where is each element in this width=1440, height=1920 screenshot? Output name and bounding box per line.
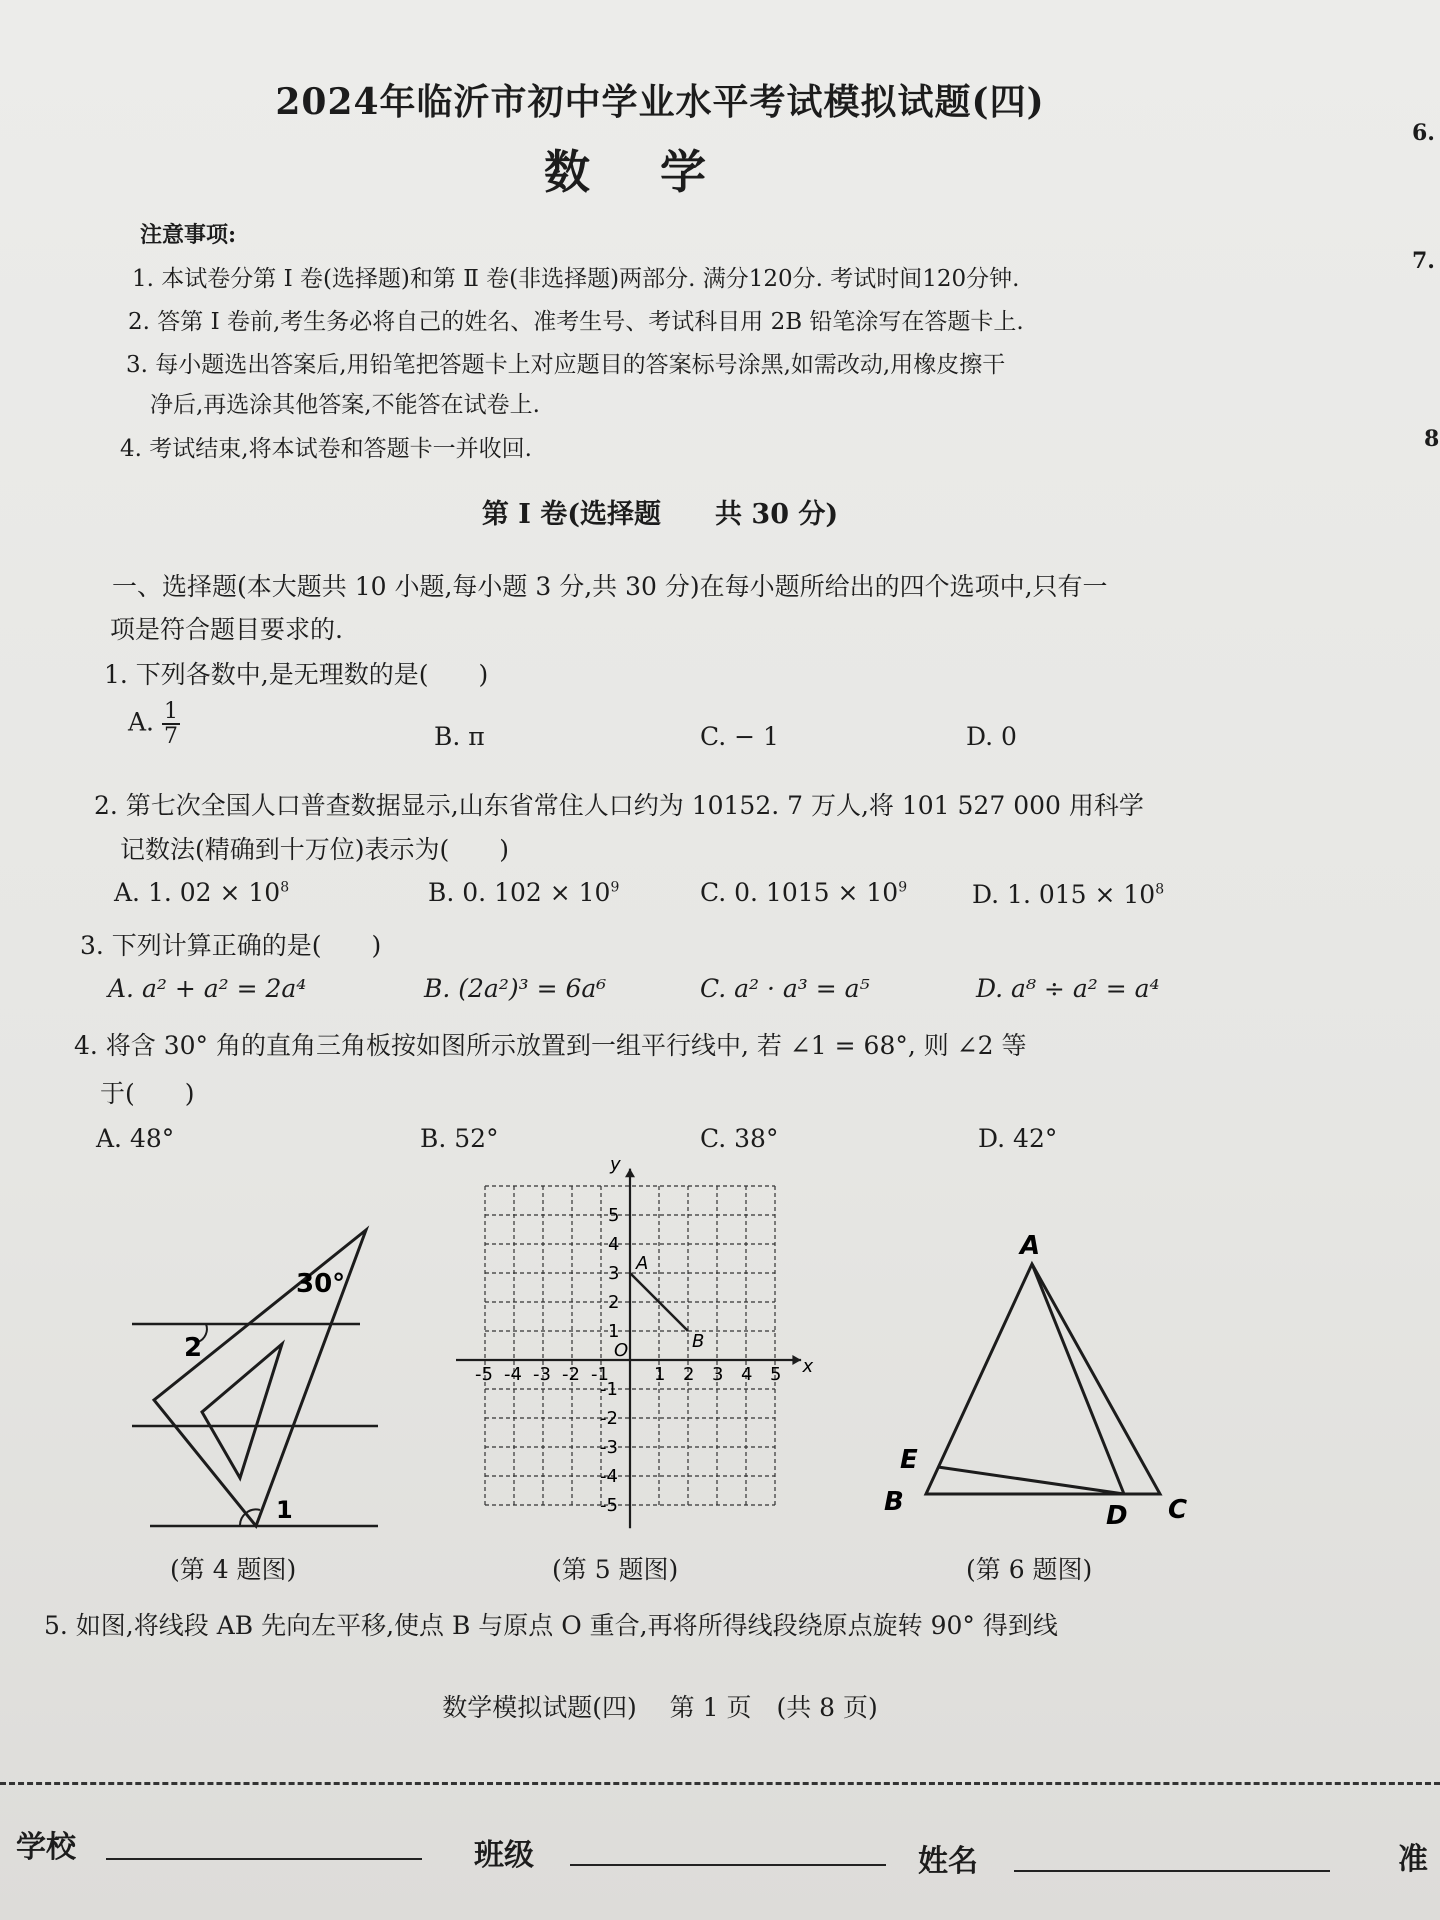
point-e-label: E xyxy=(900,1445,918,1475)
x-tick-label: -4 xyxy=(504,1364,522,1385)
y-tick-label: 5 xyxy=(608,1205,620,1226)
question-3-option-a: A. a² + a² = 2a⁴ xyxy=(108,974,307,1003)
section-title: 第 Ⅰ 卷(选择题 共 30 分) xyxy=(481,499,839,530)
id-label-partial: 准 xyxy=(1398,1842,1428,1877)
question-4-stem-line1: 4. 将含 30° 角的直角三角板按如图所示放置到一组平行线中, 若 ∠1 = 68°, 则 ∠2 等 xyxy=(74,1031,1027,1060)
triangle-ruler-inner xyxy=(202,1344,282,1478)
question-4-option-b: B. 52° xyxy=(420,1124,499,1153)
question-3-option-b: B. (2a²)³ = 6a⁶ xyxy=(424,974,607,1003)
question-2-option-b: B. 0. $102 \times 10^9$ xyxy=(428,878,620,907)
angle-30-label: 30° xyxy=(296,1269,346,1299)
y-tick-label: 4 xyxy=(608,1234,620,1255)
y-tick-label: -3 xyxy=(600,1437,618,1458)
segment-ad xyxy=(1032,1264,1124,1494)
question-1-option-b: B. π xyxy=(434,722,485,751)
y-tick-label: 3 xyxy=(608,1263,620,1284)
figure-6-caption: (第 6 题图) xyxy=(966,1555,1093,1584)
y-tick-label: 2 xyxy=(608,1292,620,1313)
y-tick-label: -5 xyxy=(600,1495,618,1516)
question-2-option-d: D. 1. $015 \times 10^8$ xyxy=(972,880,1165,909)
class-field[interactable] xyxy=(570,1864,886,1866)
notice-item-1: 1. 本试卷分第 Ⅰ 卷(选择题)和第 Ⅱ 卷(非选择题)两部分. 满分120分. 考试时间120分钟. xyxy=(132,266,1020,292)
question-1-option-d: D. 0 xyxy=(966,722,1017,751)
exam-subject: 数学 xyxy=(544,145,776,199)
question-4-option-a: A. 48° xyxy=(96,1124,175,1153)
question-3-option-d: D. a⁸ ÷ a² = a⁴ xyxy=(976,974,1160,1003)
angle-1-label: 1 xyxy=(276,1496,293,1524)
y-axis-label: y xyxy=(610,1154,621,1176)
x-tick-label: 3 xyxy=(712,1364,724,1385)
point-c-label: C xyxy=(1168,1495,1188,1525)
segment-ed xyxy=(938,1467,1124,1494)
question-4-option-d: D. 42° xyxy=(978,1124,1058,1153)
section-intro-line2: 项是符合题目要求的. xyxy=(110,615,343,644)
school-label: 学校 xyxy=(16,1830,76,1865)
notice-item-3: 3. 每小题选出答案后,用铅笔把答题卡上对应题目的答案标号涂黑,如需改动,用橡皮擦干 xyxy=(126,352,1006,378)
x-tick-label: -2 xyxy=(562,1364,580,1385)
school-field[interactable] xyxy=(106,1858,422,1860)
question-5-stem: 5. 如图,将线段 AB 先向左平移,使点 B 与原点 O 重合,再将所得线段绕原点旋转 90° 得到线 xyxy=(44,1611,1058,1640)
angle-2-label: 2 xyxy=(184,1333,203,1363)
x-axis-arrow xyxy=(792,1355,801,1365)
point-b-label: B xyxy=(884,1487,904,1517)
question-1-option-a: A. $\frac{1}{7}$ xyxy=(128,699,178,750)
margin-mark-7: 7. xyxy=(1412,248,1435,274)
notice-heading: 注意事项: xyxy=(140,222,237,248)
notice-item-4: 4. 考试结束,将本试卷和答题卡一并收回. xyxy=(120,436,532,462)
margin-mark-8: 8 xyxy=(1424,426,1440,452)
x-tick-label: 2 xyxy=(683,1364,695,1385)
notice-item-3-cont: 净后,再选涂其他答案,不能答在试卷上. xyxy=(150,392,540,418)
x-tick-label: -3 xyxy=(533,1364,551,1385)
y-tick-label: -1 xyxy=(600,1379,618,1400)
origin-label: O xyxy=(614,1340,629,1361)
question-3-stem: 3. 下列计算正确的是( ) xyxy=(80,931,382,960)
question-3-option-c: C. a² · a³ = a⁵ xyxy=(700,974,870,1003)
question-1-option-c: C. − 1 xyxy=(700,722,779,751)
figure-5-caption: (第 5 题图) xyxy=(552,1555,679,1584)
question-4-stem-line2: 于( ) xyxy=(100,1079,195,1108)
y-tick-label: 1 xyxy=(608,1321,620,1342)
point-a-label: A xyxy=(636,1253,649,1274)
y-tick-label: -2 xyxy=(600,1408,618,1429)
question-2-stem-line1: 2. 第七次全国人口普查数据显示,山东省常住人口约为 10152. 7 万人,将 101 527 000 用科学 xyxy=(94,791,1144,820)
y-tick-label: -4 xyxy=(600,1466,618,1487)
point-a-label: A xyxy=(1020,1231,1041,1261)
question-1-stem: 1. 下列各数中,是无理数的是( ) xyxy=(104,660,489,689)
point-b-label: B xyxy=(692,1331,705,1352)
question-2-stem-line2: 记数法(精确到十万位)表示为( ) xyxy=(120,835,510,864)
triangle-abc xyxy=(926,1264,1160,1494)
x-axis-label: x xyxy=(802,1356,814,1377)
question-2-option-a: A. 1. $02 \times 10^8$ xyxy=(114,878,290,907)
x-tick-label: -1 xyxy=(591,1364,609,1385)
question-2-option-c: C. 0. $1015 \times 10^9$ xyxy=(700,878,908,907)
figure-6 xyxy=(870,1224,1200,1534)
figure-4-caption: (第 4 题图) xyxy=(170,1555,297,1584)
question-4-option-c: C. 38° xyxy=(700,1124,779,1153)
point-d-label: D xyxy=(1106,1501,1128,1531)
margin-mark-6: 6. xyxy=(1412,120,1435,146)
class-label: 班级 xyxy=(474,1838,534,1873)
name-field[interactable] xyxy=(1014,1870,1330,1872)
page-footer: 数学模拟试题(四) 第 1 页 (共 8 页) xyxy=(442,1693,878,1722)
x-tick-label: -5 xyxy=(475,1364,493,1385)
cut-line xyxy=(0,1782,1440,1785)
x-tick-label: 1 xyxy=(654,1364,666,1385)
figure-5-grid xyxy=(450,1154,814,1530)
exam-title: 2024年临沂市初中学业水平考试模拟试题(四) xyxy=(275,81,1045,123)
name-label: 姓名 xyxy=(918,1844,978,1879)
notice-item-2: 2. 答第 Ⅰ 卷前,考生务必将自己的姓名、准考生号、考试科目用 2B 铅笔涂写在答题卡上. xyxy=(128,309,1024,335)
x-tick-label: 4 xyxy=(741,1364,753,1385)
x-tick-label: 5 xyxy=(770,1364,782,1385)
fraction: $\frac{1}{7}$ xyxy=(163,699,178,750)
figure-4 xyxy=(120,1216,390,1536)
section-intro-line1: 一、选择题(本大题共 10 小题,每小题 3 分,共 30 分)在每小题所给出的四个选项中,只有一 xyxy=(112,572,1108,601)
y-axis-arrow xyxy=(625,1169,635,1178)
